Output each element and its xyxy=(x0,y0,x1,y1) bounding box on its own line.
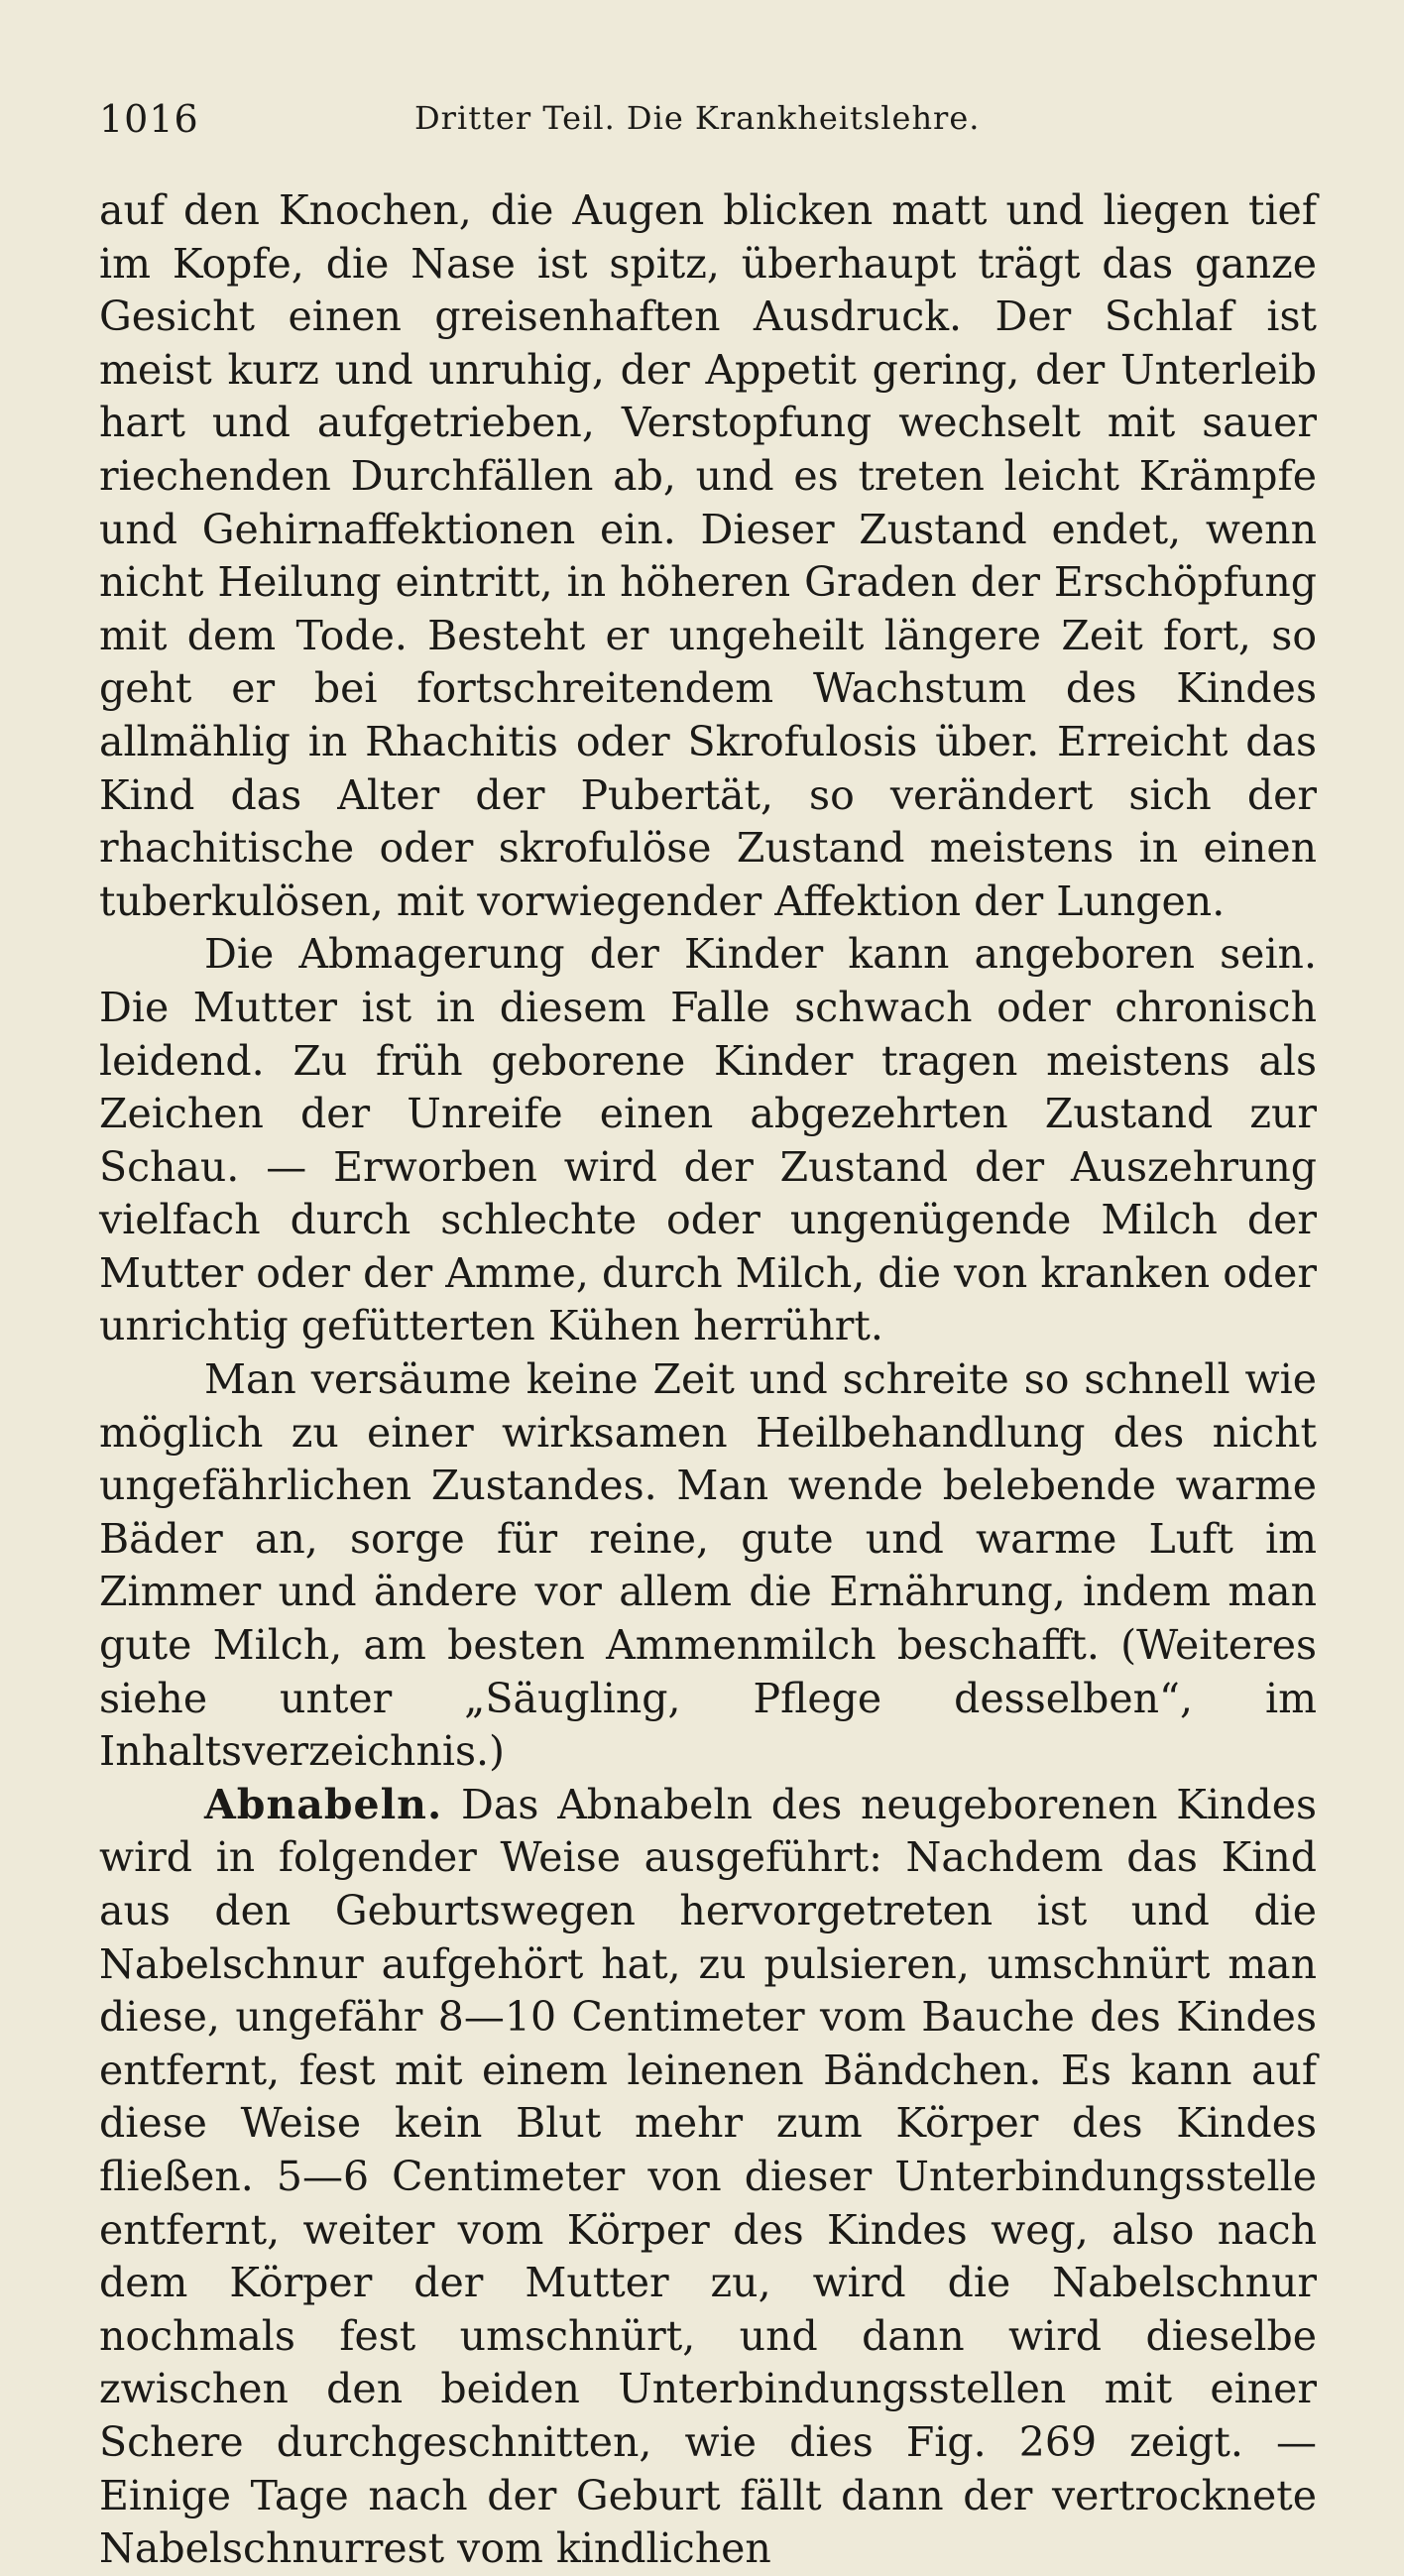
entry-text: Das Abnabeln des neugeborenen Kindes wird in folgender Weise ausgeführt: Nachdem das Kind aus den Geburtswegen hervorgetreten ist und die Nabelschnur aufgehört hat, zu pulsieren, umschnürt man diese, ungefähr 8—10 Centimeter vom Bauche des Kindes entfernt, fest mit einem leinenen Bändchen. Es kann auf diese Weise kein Blut mehr zum Körper des Kindes fließen. 5—6 Centimeter von dieser Unterbindungsstelle entfernt, weiter vom Körper des Kindes weg, also nach dem Körper der Mutter zu, wird die Nabelschnur nochmals fest umschnürt, und dann wird dieselbe zwischen den beiden Unterbindungsstellen mit einer Schere durchgeschnitten, wie dies Fig. 269 zeigt. — Einige Tage nach der Geburt fällt dann der vertrocknete Nabelschnurrest vom kindlichen xyxy=(99,1780,1317,2573)
page-number: 1016 xyxy=(99,97,199,141)
entry-term: Abnabeln. xyxy=(204,1780,443,1828)
paragraph: auf den Knochen, die Augen blicken matt und liegen tief im Kopfe, die Nase ist spitz, überhaupt trägt das ganze Gesicht einen greisenhaften Ausdruck. Der Schlaf ist meist kurz und unruhig, der Appetit gering, der Unterleib hart und aufgetrieben, Verstopfung wechselt mit sauer riechenden Durchfällen ab, und es treten leicht Krämpfe und Gehirnaffektionen ein. Dieser Zustand endet, wenn nicht Heilung eintritt, in höheren Graden der Erschöpfung mit dem Tode. Besteht er ungeheilt längere Zeit fort, so geht er bei fortschreitendem Wachstum des Kindes allmählig in Rhachitis oder Skrofulosis über. Erreicht das Kind das Alter der Pubertät, so verändert sich der rhachitische oder skrofulöse Zustand meistens in einen tuberkulösen, mit vorwiegender Affektion der Lungen. xyxy=(99,186,1317,925)
running-head: Dritter Teil. Die Krankheitslehre. xyxy=(414,99,981,137)
page-header xyxy=(99,87,1317,147)
paragraph: Man versäume keine Zeit und schreite so schnell wie möglich zu einer wirksamen Heilbehandlung des nicht ungefährlichen Zustandes. Man wende belebende warme Bäder an, sorge für reine, gute und warme Luft im Zimmer und ändere vor allem die Ernährung, indem man gute Milch, am besten Ammenmilch beschafft. (Weiteres siehe unter „Säugling, Pflege desselben“, im Inhaltsverzeichnis.) xyxy=(99,1355,1317,1776)
entry-paragraph xyxy=(99,1779,1317,2576)
paragraph: Die Abmagerung der Kinder kann angeboren sein. Die Mutter ist in diesem Falle schwach oder chronisch leidend. Zu früh geborene Kinder tragen meistens als Zeichen der Unreife einen abgezehrten Zustand zur Schau. — Erworben wird der Zustand der Auszehrung vielfach durch schlechte oder ungenügende Milch der Mutter oder der Amme, durch Milch, die von kranken oder unrichtig gefütterten Kühen herrührt. xyxy=(99,930,1317,1350)
page-body xyxy=(99,184,1317,2576)
